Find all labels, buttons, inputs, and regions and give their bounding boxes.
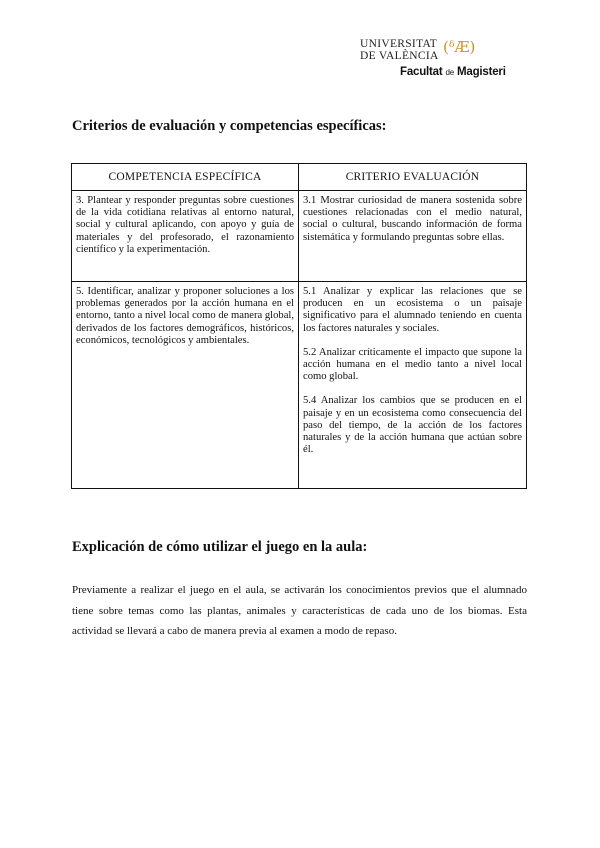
- competencia-text: 5. Identificar, analizar y proponer soluciones a los problemas generados por la acción humana en el entorno, tanto a nivel local como de manera global, derivados de los factores demográficos, históricos, económicos, tecnológicos y ambientales.: [76, 286, 294, 346]
- column-header-criterio: CRITERIO EVALUACIÓN: [299, 164, 527, 191]
- competencia-text: 3. Plantear y responder preguntas sobre cuestiones de la vida cotidiana relativas al entorno natural, social y cultural aplicando, con apoyo y guía de materiales y del profesorado, el razonamiento científico y la experimentación.: [76, 195, 294, 255]
- criteria-table: [71, 163, 527, 489]
- faculty-name-part2: Magisteri: [457, 66, 506, 78]
- table-row: [72, 282, 527, 489]
- university-logo: [360, 38, 530, 84]
- table-row: [72, 191, 527, 282]
- criterio-text: 5.2 Analizar críticamente el impacto que supone la acción humana en el medio tanto a nivel local como global.: [303, 346, 522, 383]
- university-name: [360, 38, 439, 62]
- faculty-name-connector: de: [445, 68, 454, 77]
- faculty-name: [400, 66, 506, 78]
- competencia-cell: [72, 282, 299, 489]
- competencia-cell: [72, 191, 299, 282]
- university-name-line2: DE VALÈNCIA: [360, 50, 439, 62]
- criterio-text: 3.1 Mostrar curiosidad de manera sostenida sobre cuestiones relacionadas con el medio natural, social o cultural, buscando información de forma sistemática y formulando preguntas sobre ellas.: [303, 195, 522, 243]
- criterio-cell: [299, 282, 527, 489]
- criterio-text: 5.4 Analizar los cambios que se producen en el paisaje y en un ecosistema como consecuencia del paso del tiempo, de la acción de los factores naturales y de la acción humana que actúan sobre él.: [303, 395, 522, 456]
- section-title-explanation: Explicación de cómo utilizar el juego en la aula:: [72, 539, 368, 555]
- explanation-paragraph: Previamente a realizar el juego en el aula, se activarán los conocimientos previos que el alumnado tiene sobre temas como las plantas, animales y características de cada uno de los biomas. Esta actividad se llevará a cabo de manera previa al examen a modo de repaso.: [72, 584, 527, 637]
- university-emblem-icon: (ᵟÆ): [443, 38, 476, 56]
- criterio-cell: [299, 191, 527, 282]
- section-title-criteria: Criterios de evaluación y competencias específicas:: [72, 118, 387, 134]
- faculty-name-part1: Facultat: [400, 66, 443, 78]
- criterio-text: 5.1 Analizar y explicar las relaciones que se producen en un ecosistema o un paisaje significativo para el alumnado teniendo en cuenta los factores naturales y sociales.: [303, 286, 522, 334]
- column-header-competencia: COMPETENCIA ESPECÍFICA: [72, 164, 299, 191]
- university-name-line1: UNIVERSITAT: [360, 38, 438, 50]
- table-header-row: [72, 164, 527, 191]
